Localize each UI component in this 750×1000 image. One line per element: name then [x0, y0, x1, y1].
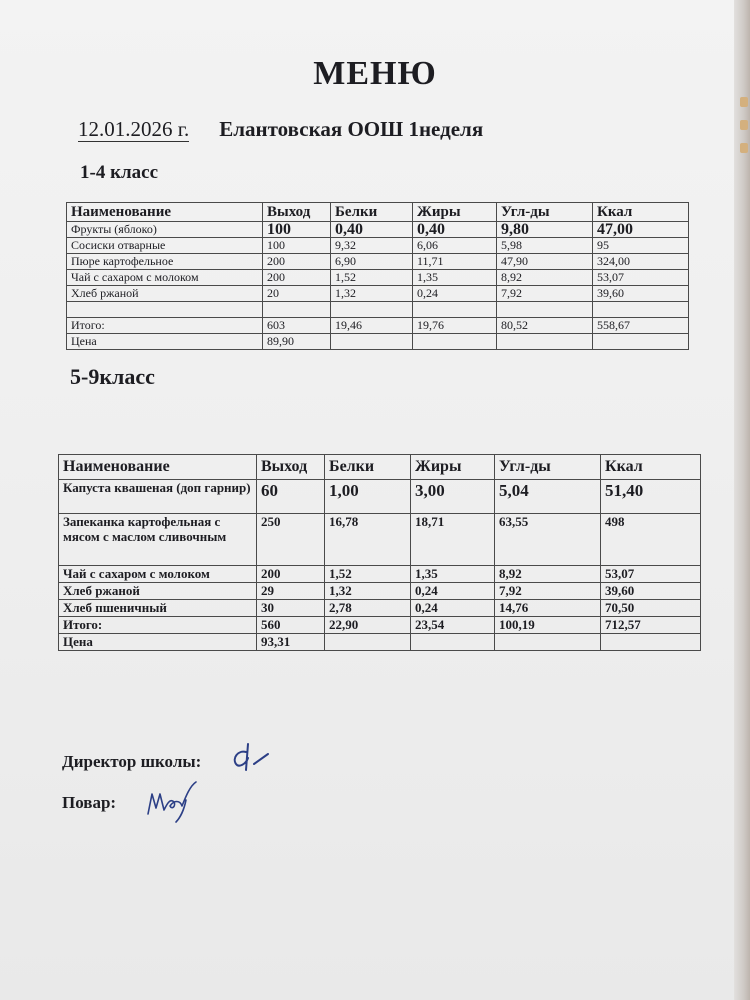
table-cell: 0,24: [411, 583, 495, 600]
menu-table-5-9: [58, 454, 701, 651]
table-row: [59, 583, 701, 600]
school-name: Елантовская ООШ 1неделя: [219, 117, 484, 141]
column-header: Жиры: [413, 203, 497, 222]
table-cell: 0,40: [413, 222, 497, 238]
table-row: [67, 286, 689, 302]
column-header: Угл-ды: [497, 203, 593, 222]
table-cell: 53,07: [601, 566, 701, 583]
table-cell: 1,00: [325, 480, 411, 514]
table-cell: 30: [257, 600, 325, 617]
table-cell: [497, 334, 593, 350]
table-cell: 2,78: [325, 600, 411, 617]
column-header: Белки: [325, 455, 411, 480]
table-cell: 0,40: [331, 222, 413, 238]
table-cell: 60: [257, 480, 325, 514]
table-cell: 100: [263, 238, 331, 254]
table-header-row: [67, 203, 689, 222]
table-cell: 200: [257, 566, 325, 583]
table-cell: 95: [593, 238, 689, 254]
table-cell: 250: [257, 514, 325, 566]
table-cell: 23,54: [411, 617, 495, 634]
dish-name: Чай с сахаром с молоком: [59, 566, 257, 583]
table-cell: 8,92: [495, 566, 601, 583]
dish-name: Чай с сахаром с молоком: [67, 270, 263, 286]
price-value: 93,31: [257, 634, 325, 651]
table-cell: 70,50: [601, 600, 701, 617]
table-cell: [593, 302, 689, 318]
table-cell: 1,52: [325, 566, 411, 583]
cook-signature-mark: [140, 770, 210, 830]
table-cell: 18,71: [411, 514, 495, 566]
menu-date: 12.01.2026 г.: [78, 117, 190, 141]
table-cell: [495, 634, 601, 651]
price-label: Цена: [67, 334, 263, 350]
table-cell: 7,92: [497, 286, 593, 302]
table-cell: 16,78: [325, 514, 411, 566]
table-cell: 0,24: [413, 286, 497, 302]
table-cell: [325, 634, 411, 651]
table-cell: 11,71: [413, 254, 497, 270]
column-header: Наименование: [59, 455, 257, 480]
table-cell: [413, 334, 497, 350]
table-row: [67, 238, 689, 254]
table-cell: 51,40: [601, 480, 701, 514]
table-cell: 8,92: [497, 270, 593, 286]
table-cell: 712,57: [601, 617, 701, 634]
table-cell: [593, 334, 689, 350]
table-cell: 560: [257, 617, 325, 634]
price-row: [67, 334, 689, 350]
table-cell: [601, 634, 701, 651]
total-label: Итого:: [59, 617, 257, 634]
table-cell: 1,35: [413, 270, 497, 286]
binder-edge: [734, 0, 750, 1000]
table-cell: 100: [263, 222, 331, 238]
dish-name: Капуста квашеная (доп гарнир): [59, 480, 257, 514]
column-header: Белки: [331, 203, 413, 222]
table-cell: 9,80: [497, 222, 593, 238]
dish-name: Запеканка картофельная с мясом с маслом сливочным: [59, 514, 257, 566]
section-heading-1-4: 1-4 класс: [80, 162, 159, 183]
table-cell: [67, 302, 263, 318]
table-cell: 324,00: [593, 254, 689, 270]
table-header-row: [59, 455, 701, 480]
table-cell: 5,04: [495, 480, 601, 514]
column-header: Угл-ды: [495, 455, 601, 480]
table-row: [59, 480, 701, 514]
page-title: МЕНЮ: [313, 55, 437, 92]
price-label: Цена: [59, 634, 257, 651]
column-header: Жиры: [411, 455, 495, 480]
dish-name: Сосиски отварные: [67, 238, 263, 254]
table-cell: 498: [601, 514, 701, 566]
price-value: 89,90: [263, 334, 331, 350]
director-signature-mark: [224, 740, 274, 780]
table-cell: 29: [257, 583, 325, 600]
table-row: [59, 566, 701, 583]
table-cell: 47,00: [593, 222, 689, 238]
table-cell: 7,92: [495, 583, 601, 600]
table-cell: [331, 334, 413, 350]
price-row: [59, 634, 701, 651]
column-header: Наименование: [67, 203, 263, 222]
table-cell: 63,55: [495, 514, 601, 566]
table-cell: 558,67: [593, 318, 689, 334]
total-label: Итого:: [67, 318, 263, 334]
table-cell: [331, 302, 413, 318]
dish-name: Пюре картофельное: [67, 254, 263, 270]
dish-name: Фрукты (яблоко): [67, 222, 263, 238]
table-cell: [413, 302, 497, 318]
date-line: [78, 117, 483, 142]
director-signature-label: Директор школы:: [62, 752, 202, 771]
table-cell: 80,52: [497, 318, 593, 334]
table-cell: 200: [263, 270, 331, 286]
dish-name: Хлеб пшеничный: [59, 600, 257, 617]
dish-name: Хлеб ржаной: [59, 583, 257, 600]
column-header: Ккал: [593, 203, 689, 222]
table-cell: 100,19: [495, 617, 601, 634]
table-cell: 6,06: [413, 238, 497, 254]
table-cell: 19,76: [413, 318, 497, 334]
table-cell: 39,60: [601, 583, 701, 600]
column-header: Выход: [257, 455, 325, 480]
table-cell: 22,90: [325, 617, 411, 634]
table-cell: 5,98: [497, 238, 593, 254]
table-cell: 1,35: [411, 566, 495, 583]
table-cell: 9,32: [331, 238, 413, 254]
menu-table-1-4: [66, 202, 689, 350]
table-row: [59, 600, 701, 617]
dish-name: Хлеб ржаной: [67, 286, 263, 302]
column-header: Ккал: [601, 455, 701, 480]
table-cell: 603: [263, 318, 331, 334]
total-row: [67, 318, 689, 334]
table-cell: 1,32: [331, 286, 413, 302]
table-cell: 47,90: [497, 254, 593, 270]
table-row: [67, 270, 689, 286]
table-cell: 14,76: [495, 600, 601, 617]
table-cell: 20: [263, 286, 331, 302]
table-cell: 6,90: [331, 254, 413, 270]
table-row: [59, 514, 701, 566]
table-row: [67, 254, 689, 270]
table-cell: 3,00: [411, 480, 495, 514]
table-cell: 19,46: [331, 318, 413, 334]
empty-row: [67, 302, 689, 318]
table-row: [67, 222, 689, 238]
table-cell: [411, 634, 495, 651]
section-heading-5-9: 5-9класс: [70, 364, 155, 389]
table-cell: [497, 302, 593, 318]
table-cell: 39,60: [593, 286, 689, 302]
table-cell: [263, 302, 331, 318]
cook-signature-label: Повар:: [62, 793, 117, 812]
table-cell: 200: [263, 254, 331, 270]
table-cell: 1,52: [331, 270, 413, 286]
table-cell: 1,32: [325, 583, 411, 600]
total-row: [59, 617, 701, 634]
table-cell: 0,24: [411, 600, 495, 617]
column-header: Выход: [263, 203, 331, 222]
table-cell: 53,07: [593, 270, 689, 286]
